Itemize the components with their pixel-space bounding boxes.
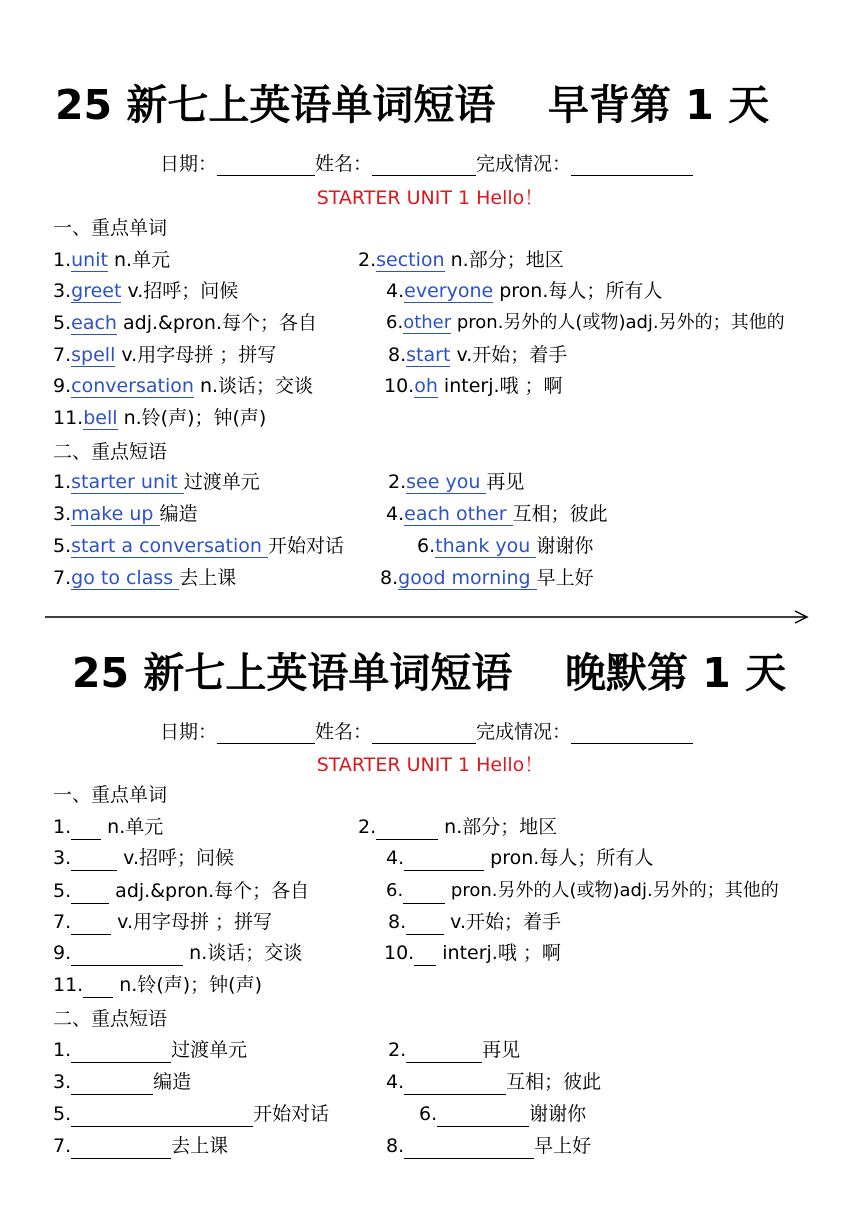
status-label: 完成情况：: [476, 721, 572, 743]
morning-phrase-2: 2.see you 再见: [388, 471, 525, 493]
morning-phrase-6: 6.thank you 谢谢你: [417, 535, 594, 557]
morning-word-11: 11.bell n.铃(声)；钟(声): [53, 407, 267, 429]
evening-word-10: 10. interj.哦 ；啊: [384, 942, 561, 964]
answer-text: everyone: [404, 280, 494, 302]
answer-blank[interactable]: [71, 819, 101, 840]
morning-word-8: 8.start v.开始；着手: [388, 344, 568, 366]
morning-word-2: 2.section n.部分；地区: [358, 249, 564, 271]
evening-word-5: 5. adj.&pron.每个；各自: [53, 880, 310, 902]
status-blank[interactable]: [571, 725, 693, 744]
answer-blank[interactable]: [71, 1074, 153, 1095]
morning-word-1: 1.unit n.单元: [53, 249, 171, 271]
morning-word-7: 7.spell v.用字母拼 ；拼写: [53, 344, 277, 366]
answer-text: unit: [71, 249, 108, 271]
answer-text: go to class: [71, 567, 180, 589]
answer-blank[interactable]: [71, 883, 109, 904]
morning-word-4: 4.everyone pron.每人；所有人: [386, 280, 663, 302]
morning-phrase-3: 3.make up 编造: [53, 503, 198, 525]
evening-word-2: 2. n.部分；地区: [358, 816, 558, 838]
evening-unit-heading: STARTER UNIT 1 Hello！: [316, 754, 544, 776]
evening-word-11: 11. n.铃(声)；钟(声): [53, 974, 262, 996]
evening-phrase-1: 1. 过渡单元: [53, 1039, 248, 1061]
answer-text: thank you: [435, 535, 537, 557]
answer-text: conversation: [71, 375, 194, 397]
answer-blank[interactable]: [71, 1138, 171, 1159]
evening-words-heading: 一、重点单词: [53, 784, 168, 806]
morning-phrases-heading: 二、重点短语: [53, 441, 168, 463]
answer-blank[interactable]: [71, 1042, 171, 1063]
answer-text: each other: [404, 503, 513, 525]
evening-phrase-6: 6. 谢谢你: [419, 1103, 587, 1125]
evening-title-day: 晚默第 1 天: [565, 649, 787, 697]
morning-title-main: 25 新七上英语单词短语: [55, 81, 496, 129]
evening-phrases-heading: 二、重点短语: [53, 1008, 168, 1030]
morning-phrase-4: 4.each other 互相；彼此: [386, 503, 608, 525]
answer-text: each: [71, 312, 117, 334]
answer-blank[interactable]: [414, 945, 436, 966]
morning-word-3: 3.greet v.招呼；问候: [53, 280, 239, 302]
answer-blank[interactable]: [437, 1106, 529, 1127]
name-blank[interactable]: [372, 157, 476, 176]
answer-text: start a conversation: [71, 535, 268, 557]
morning-word-10: 10.oh interj.哦 ；啊: [384, 375, 563, 397]
answer-text: make up: [71, 503, 160, 525]
evening-word-7: 7. v.用字母拼 ；拼写: [53, 911, 273, 933]
answer-text: start: [406, 344, 451, 366]
answer-text: good morning: [398, 567, 537, 589]
answer-text: see you: [406, 471, 487, 493]
answer-blank[interactable]: [404, 1138, 534, 1159]
date-label: 日期：: [160, 153, 218, 175]
evening-word-6: 6. pron.另外的人(或物)adj.另外的；其他的: [386, 878, 779, 904]
answer-blank[interactable]: [376, 819, 438, 840]
morning-words-heading: 一、重点单词: [53, 217, 168, 239]
answer-text: oh: [414, 375, 438, 397]
morning-word-6: 6.other pron.另外的人(或物)adj.另外的；其他的: [386, 312, 785, 333]
morning-meta-line: [160, 152, 693, 176]
date-label: 日期：: [160, 721, 218, 743]
morning-phrase-8: 8.good morning 早上好: [380, 567, 594, 589]
answer-blank[interactable]: [403, 883, 445, 904]
answer-blank[interactable]: [71, 1106, 253, 1127]
date-blank[interactable]: [217, 725, 315, 744]
answer-text: starter unit: [71, 471, 184, 493]
answer-blank[interactable]: [83, 977, 113, 998]
name-blank[interactable]: [372, 725, 476, 744]
answer-blank[interactable]: [71, 914, 111, 935]
morning-phrase-1: 1.starter unit 过渡单元: [53, 471, 260, 493]
divider-arrow-icon: [45, 608, 815, 628]
morning-phrase-5: 5.start a conversation 开始对话: [53, 535, 344, 557]
evening-meta-line: [160, 720, 693, 744]
answer-text: other: [403, 312, 452, 333]
answer-blank[interactable]: [406, 1042, 482, 1063]
evening-phrase-2: 2. 再见: [388, 1039, 521, 1061]
morning-title-day: 早背第 1 天: [548, 81, 770, 129]
evening-phrase-3: 3. 编造: [53, 1071, 192, 1093]
morning-word-9: 9.conversation n.谈话；交谈: [53, 375, 314, 397]
evening-word-9: 9. n.谈话；交谈: [53, 942, 303, 964]
evening-word-8: 8. v.开始；着手: [388, 911, 561, 933]
status-blank[interactable]: [571, 157, 693, 176]
status-label: 完成情况：: [476, 153, 572, 175]
morning-phrase-7: 7.go to class 去上课: [53, 567, 237, 589]
evening-phrase-8: 8. 早上好: [386, 1135, 592, 1157]
answer-text: spell: [71, 344, 116, 366]
evening-word-1: 1. n.单元: [53, 816, 164, 838]
answer-text: section: [376, 249, 445, 271]
answer-blank[interactable]: [71, 850, 117, 871]
evening-phrase-4: 4. 互相；彼此: [386, 1071, 602, 1093]
answer-text: greet: [71, 280, 122, 302]
evening-phrase-7: 7. 去上课: [53, 1135, 229, 1157]
evening-word-4: 4. pron.每人；所有人: [386, 847, 654, 869]
answer-text: bell: [83, 407, 118, 429]
evening-phrase-5: 5. 开始对话: [53, 1103, 330, 1125]
evening-title-main: 25 新七上英语单词短语: [72, 649, 513, 697]
evening-word-3: 3. v.招呼；问候: [53, 847, 234, 869]
name-label: 姓名：: [315, 153, 373, 175]
answer-blank[interactable]: [404, 1074, 506, 1095]
answer-blank[interactable]: [406, 914, 444, 935]
answer-blank[interactable]: [404, 850, 484, 871]
date-blank[interactable]: [217, 157, 315, 176]
answer-blank[interactable]: [71, 945, 183, 966]
name-label: 姓名：: [315, 721, 373, 743]
morning-word-5: 5.each adj.&pron.每个；各自: [53, 312, 318, 334]
morning-unit-heading: STARTER UNIT 1 Hello！: [316, 187, 544, 209]
